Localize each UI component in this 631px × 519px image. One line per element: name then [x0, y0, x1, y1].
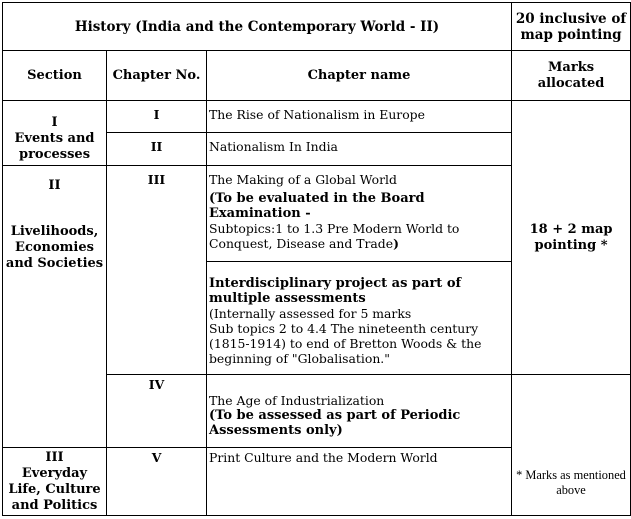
section-3-title: Everyday Life, Culture and Politics [8, 466, 101, 513]
section-1 [3, 101, 107, 166]
chapter-1-name: The Rise of Nationalism in Europe [207, 101, 512, 133]
syllabus-table [2, 2, 631, 516]
section-2-title: Livelihoods, Economies and Societies [5, 224, 104, 271]
chapter-4-note-bold: (To be assessed as part of Periodic Assessments only) [209, 408, 461, 438]
chapter-3-note-text: Subtopics:1 to 1.3 Pre Modern World to Conquest, Disease and Trade [209, 221, 460, 251]
section-2-num: II [48, 178, 61, 193]
chapter-5-name: Print Culture and the Modern World [207, 448, 512, 516]
syllabus-table-wrapper [2, 2, 631, 516]
chapter-3-cell [207, 166, 512, 262]
section-3-num: III [45, 450, 64, 465]
col-chapter-no: Chapter No. [107, 51, 207, 101]
subject-title: History (India and the Contemporary World - II) [3, 3, 512, 51]
marks-footnote: * Marks as mentioned above [516, 468, 626, 497]
col-section: Section [3, 51, 107, 101]
total-marks: 20 inclusive of map pointing [512, 3, 631, 51]
column-header-row [3, 51, 631, 101]
col-marks: Marks allocated [512, 51, 631, 101]
section-2 [3, 166, 107, 448]
chapter-3-note-bold: (To be evaluated in the Board Examination - [209, 191, 425, 221]
chapter-4-name: The Age of Industrialization [209, 393, 385, 408]
chapter-2-num: II [107, 133, 207, 166]
chapter-4-cell [207, 375, 512, 448]
chapter-5-num: V [107, 448, 207, 516]
table-row [3, 101, 631, 133]
marks-main: 18 + 2 map pointing * [512, 101, 631, 375]
chapter-2-name: Nationalism In India [207, 133, 512, 166]
project-line-2: Sub topics 2 to 4.4 The nineteenth century (1815-1914) to end of Bretton Woods & the beginning of "Globalisation." [209, 321, 482, 366]
project-title: Interdisciplinary project as part of multiple assessments [209, 276, 462, 306]
chapter-1-num: I [107, 101, 207, 133]
section-1-num: I [51, 115, 58, 130]
project-cell [207, 262, 512, 375]
chapter-3-num: III [107, 166, 207, 375]
section-1-title: Events and processes [14, 131, 95, 162]
col-chapter-name: Chapter name [207, 51, 512, 101]
chapter-3-name: The Making of a Global World [209, 172, 397, 187]
section-3 [3, 448, 107, 516]
chapter-4-num: IV [107, 375, 207, 448]
title-row [3, 3, 631, 51]
project-line-1: (Internally assessed for 5 marks [209, 306, 412, 321]
chapter-3-note-close: ) [393, 236, 399, 251]
